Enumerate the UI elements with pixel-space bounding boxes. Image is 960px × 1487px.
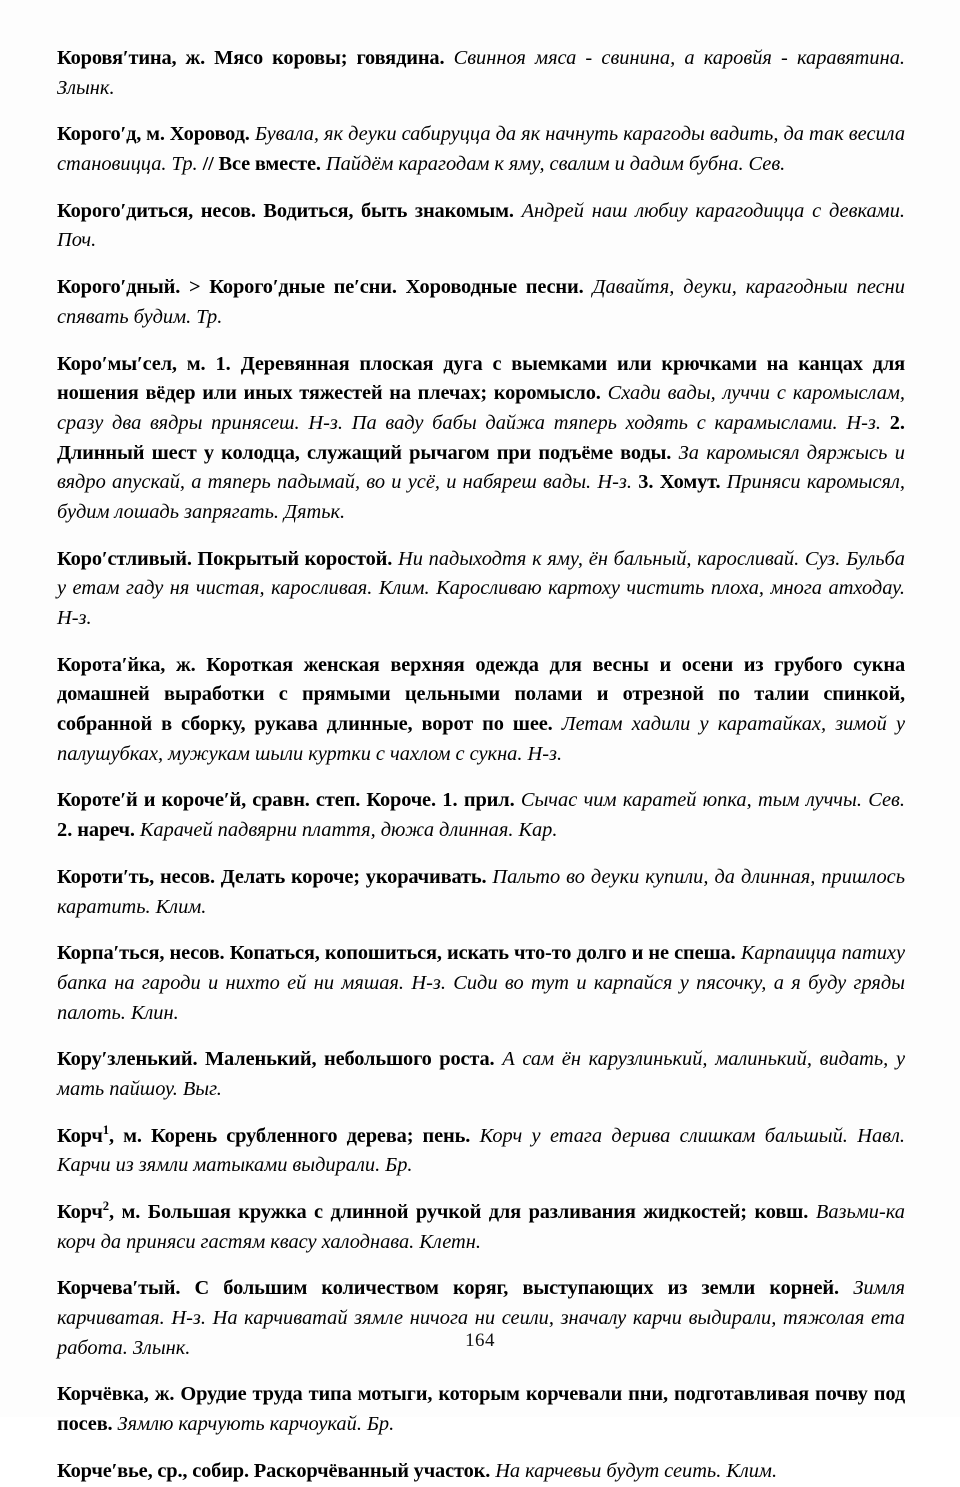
sense-definition: Длинный шест у колодца, служащий рычагом при подъёме воды. xyxy=(57,441,672,464)
sense-number: 1. xyxy=(442,789,458,812)
sense-definition: прил. xyxy=(463,789,515,812)
entry-headword: Корчева′тый. С большим количеством коряг, выступающих из земли корней. xyxy=(57,1277,839,1300)
sense-number: 3. xyxy=(638,471,654,494)
sense-example: За каромысял дяржысь и вядро апускай, а тяперь падымай, во и усё, и набяреш вады. Н-з. xyxy=(57,441,905,494)
entry-headword: Корч xyxy=(57,1201,103,1223)
entry-example: Карпаицца патиху бапка на гароди и нихто ей ни мяшая. Н-з. Сиди во тут и карпайся у пясочку, а я буду гряды палоть. Клин. xyxy=(57,942,906,1024)
dictionary-entry xyxy=(57,786,905,845)
dictionary-entry xyxy=(57,863,905,922)
sense-definition: Хомут. xyxy=(659,471,721,494)
entry-headword: Кору′зленький. Маленький, небольшого роста. xyxy=(57,1048,495,1071)
page-number: 164 xyxy=(465,1330,495,1351)
entry-headword: Короти′ть, несов. Делать короче; укорачивать. xyxy=(57,865,487,888)
entry-example: Корч у етага дерива слишкам бальшый. Навл. Карчи из зямли матыками выдирали. Бр. xyxy=(57,1124,906,1177)
entry-headword: Корчёвка, ж. Орудие труда типа мотыги, которым корчевали пни, подготавливая почву под посев. xyxy=(57,1383,905,1436)
dictionary-entry xyxy=(57,1122,905,1181)
sense-number: 1. xyxy=(215,352,231,375)
entry-headword: Короте′й и короче′й, сравн. степ. Короче. xyxy=(57,789,436,812)
entry-example: Ни падыходтя к яму, ён бальный, каросливай. Суз. Бульба у етам гаду ня чистая, каросливая. Клим. Каросливаю картоху чистить плоха, многа атходау. Н-з. xyxy=(57,547,906,629)
entry-headword: Корота′йка, ж. Короткая женская верхняя одежда для весны и осени из грубого сукна домашней выработки с прямыми цельными полами и отрезной по талии спинкой, собранной в сборку, рукава длинные, ворот по шее. xyxy=(57,653,905,736)
entry-example: Пальто во деуки купили, да длинная, пришлось каратить. Клим. xyxy=(57,865,905,918)
dictionary-entry xyxy=(57,1380,905,1439)
dictionary-entry xyxy=(57,197,905,256)
entry-headword: Корого′диться, несов. Водиться, быть знакомым. xyxy=(57,199,514,222)
entry-headword: Коро′стливый. Покрытый коростой. xyxy=(57,547,393,570)
sense-example: Приняси каромысял, будим лошадь запрягать. Дятьк. xyxy=(57,471,906,523)
homonym-superscript: 1 xyxy=(102,1122,110,1137)
sense-example: Сычас чим каратей юпка, тым луччы. Сев. xyxy=(520,789,906,812)
entry-headword: Корпа′ться, несов. Копаться, копошиться, искать что-то долго и не спеша. xyxy=(57,942,736,965)
entry-headword: Корого′дный. > Корого′дные пе′сни. Хороводные песни. xyxy=(57,276,584,299)
dictionary-entry xyxy=(57,545,905,634)
dictionary-entry xyxy=(57,939,905,1028)
sense-definition: нареч. xyxy=(77,819,135,842)
dictionary-entry xyxy=(57,273,905,332)
entry-example: А сам ён карузлинький, малинький, видать, у мать пайшоу. Выг. xyxy=(57,1048,905,1100)
dictionary-entry xyxy=(57,1045,905,1104)
entry-example: Вазьми-ка корч да приняси гастям квасу халоднава. Клетн. xyxy=(57,1201,905,1253)
entry-headword: Корч xyxy=(57,1124,103,1147)
dictionary-entry xyxy=(57,44,905,103)
entry-example: Давайтя, деуки, карагодныи песни спявать будим. Тр. xyxy=(57,276,905,328)
dictionary-entry xyxy=(57,1457,905,1487)
entry-headword: Коровя′тина, ж. Мясо коровы; говядина. xyxy=(57,47,445,69)
entry-example: Летам хадили у каратайках, зимой у палушубках, мужукам шыли куртки с чахлом с сукна. Н-з. xyxy=(57,713,905,765)
entry-sub-example: Пайдём карагодам к яму, свалим и дадим бубна. Сев. xyxy=(325,153,786,176)
sense-example: Карачей падвярни плаття, дюжа длинная. Кар. xyxy=(139,819,558,842)
sense-definition: Деревянная плоская дуга с выемками или крючками на канцах для ношения вёдер или иных тяжестей на плечах; коромысло. xyxy=(57,352,906,405)
entry-headword-rest: , м. Корень срубленного дерева; пень. xyxy=(109,1124,471,1147)
sense-number: 2. xyxy=(889,411,905,434)
page-text-column xyxy=(57,44,905,1487)
entry-example: Бувала, як деуки сабируцца да як начнуть карагоды вадить, да так весила становицца. Тр. xyxy=(57,123,906,176)
sense-number: 2. xyxy=(57,819,73,842)
dictionary-entry xyxy=(57,350,905,528)
dictionary-entry xyxy=(57,1198,905,1257)
entry-example: На карчевьи будут сеить. Клим. xyxy=(495,1459,778,1482)
entry-headword: Корче′вье, ср., собир. Раскорчёванный участок. xyxy=(57,1459,491,1482)
dictionary-entry xyxy=(57,651,905,770)
entry-example: Зимля карчиватая. Н-з. На карчиватай зямле ничога ни сеили, значалу карчи выдирали, тяжолая ета работа. Злынк. xyxy=(57,1277,906,1359)
sense-example: Схади вады, луччи с каромыслам, сразу два вядры принясеш. Н-з. Па ваду бабы дайжа тяперь ходять с карамыслами. Н-з. xyxy=(57,382,906,434)
entry-headword: Корого′д, м. Хоровод. xyxy=(57,123,250,146)
entry-sub-headword: // Все вместе. xyxy=(202,153,321,176)
entry-example: Андрей наш любиу карагодицца с девками. Поч. xyxy=(57,199,905,252)
entry-headword-rest: , м. Большая кружка с длинной ручкой для разливания жидкостей; ковш. xyxy=(109,1201,809,1223)
dictionary-entry xyxy=(57,120,905,179)
entry-example: Свинноя мяса - свинина, а каровйя - каравятина. Злынк. xyxy=(57,47,906,99)
entry-headword: Коро′мы′сел, м. xyxy=(57,352,206,375)
homonym-superscript: 2 xyxy=(102,1199,110,1214)
entry-example: Зямлю карчують карчоукай. Бр. xyxy=(117,1413,395,1436)
